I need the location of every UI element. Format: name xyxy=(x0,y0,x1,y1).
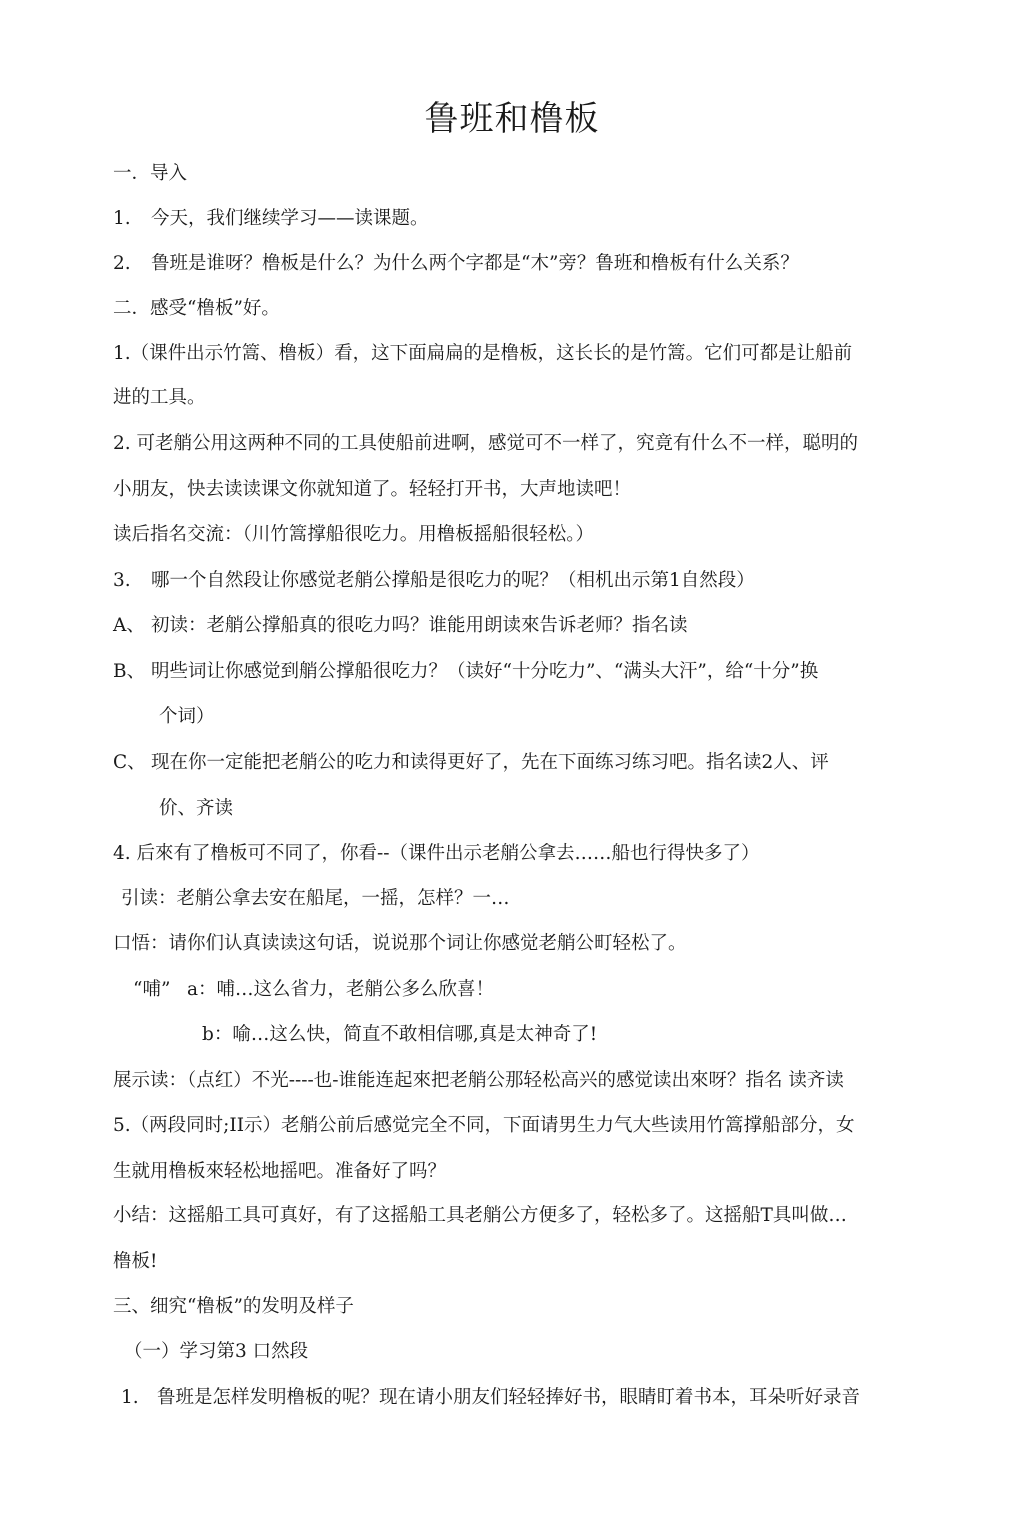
item-letter: A、 xyxy=(113,615,145,636)
item-text: 鲁班是谁呀？橹板是什么？为什么两个字都是“木”旁？鲁班和橹板有什么关系？ xyxy=(151,253,799,274)
section-heading-3: 三、细究“橹板”的发明及样子 xyxy=(113,1296,354,1317)
item-text: 初读：老艄公撑船真的很吃力吗？谁能用朗读來告诉老师？指名读 xyxy=(151,615,688,636)
paragraph-line: 2. 可老艄公用这两种不同的工具使船前进啊，感觉可不一样了，究竟有什么不一样，聪明的 xyxy=(113,433,859,454)
section-heading-2: 二．感受“橹板”好。 xyxy=(113,298,280,319)
item-number: 2. xyxy=(113,253,131,274)
paragraph-line xyxy=(113,207,429,231)
paragraph-line: 口悟：请你们认真读读这句话，说说那个词让你感觉老艄公町轻松了。 xyxy=(113,933,687,954)
item-text: 今天，我们继续学习——读课题。 xyxy=(151,208,429,229)
item-text: 明些词让你感觉到艄公撑船很吃力？（读好“十分吃力”、“满头大汗”，给“十分”换 xyxy=(151,661,819,682)
paragraph-line: 引读：老艄公拿去安在船尾，一摇，怎样？一… xyxy=(121,888,510,909)
paragraph-line: 5.（两段同时;II示）老艄公前后感觉完全不同，下面请男生力气大些读用竹篙撑船部分，女 xyxy=(113,1115,855,1136)
paragraph-line xyxy=(113,252,799,276)
paragraph-line: 4. 后來有了橹板可不同了，你看--（课件出示老艄公拿去……船也行得快多了） xyxy=(113,843,760,864)
item-number: 1. xyxy=(113,208,131,229)
paragraph-line: 生就用橹板來轻松地摇吧。准备好了吗？ xyxy=(113,1161,447,1182)
item-number: 3. xyxy=(113,570,131,591)
paragraph-line xyxy=(113,751,829,775)
item-text: 鲁班是怎样发明橹板的呢？现在请小朋友们轻轻捧好书，眼睛盯着书本，耳朵听好录音 xyxy=(157,1387,861,1408)
paragraph-line: 读后指名交流：（川竹篙撑船很吃力。用橹板摇船很轻松。） xyxy=(113,524,595,545)
paragraph-line xyxy=(121,1386,860,1410)
item-letter: B、 xyxy=(113,661,146,682)
paragraph-line: 小朋友，快去读读课文你就知道了。轻轻打开书，大声地读吧！ xyxy=(113,479,632,500)
paragraph-line: 小结：这摇船工具可真好，有了这摇船工具老艄公方便多了，轻松多了。这摇船T具叫做… xyxy=(113,1205,847,1226)
section-heading-1: 一．导入 xyxy=(113,163,188,184)
item-number: 1. xyxy=(121,1387,139,1408)
paragraph-line xyxy=(113,569,755,593)
item-text: 哪一个自然段让你感觉老艄公撑船是很吃力的呢？（相机出示第1自然段） xyxy=(151,570,755,591)
subsection-heading: （一）学习第3 口然段 xyxy=(124,1341,309,1362)
paragraph-line xyxy=(113,614,688,638)
item-text: 现在你一定能把老艄公的吃力和读得更好了，先在下面练习练习吧。指名读2人、评 xyxy=(151,752,829,773)
item-letter: C、 xyxy=(113,752,146,773)
paragraph-line: 1.（课件出示竹篙、橹板）看，这下面扁扁的是橹板，这长长的是竹篙。它们可都是让船前 xyxy=(113,343,853,364)
paragraph-line: 价、齐读 xyxy=(159,798,234,819)
page-title: 鲁班和橹板 xyxy=(424,99,600,139)
paragraph-line: b：喻…这么快，简直不敢相信哪,真是太神奇了! xyxy=(202,1024,598,1045)
paragraph-line: 橹板! xyxy=(113,1251,158,1272)
quoted-word: “哺” xyxy=(133,979,171,1000)
paragraph-line xyxy=(113,660,818,684)
paragraph-line: 展示读：（点红）不光----也-谁能连起來把老艄公那轻松高兴的感觉读出來呀？指名 读齐读 xyxy=(113,1070,844,1091)
paragraph-line: 进的工具。 xyxy=(113,387,206,408)
paragraph-line: 个词） xyxy=(159,706,215,727)
paragraph-line: a：哺…这么省力，老艄公多么欣喜！ xyxy=(187,979,495,1000)
